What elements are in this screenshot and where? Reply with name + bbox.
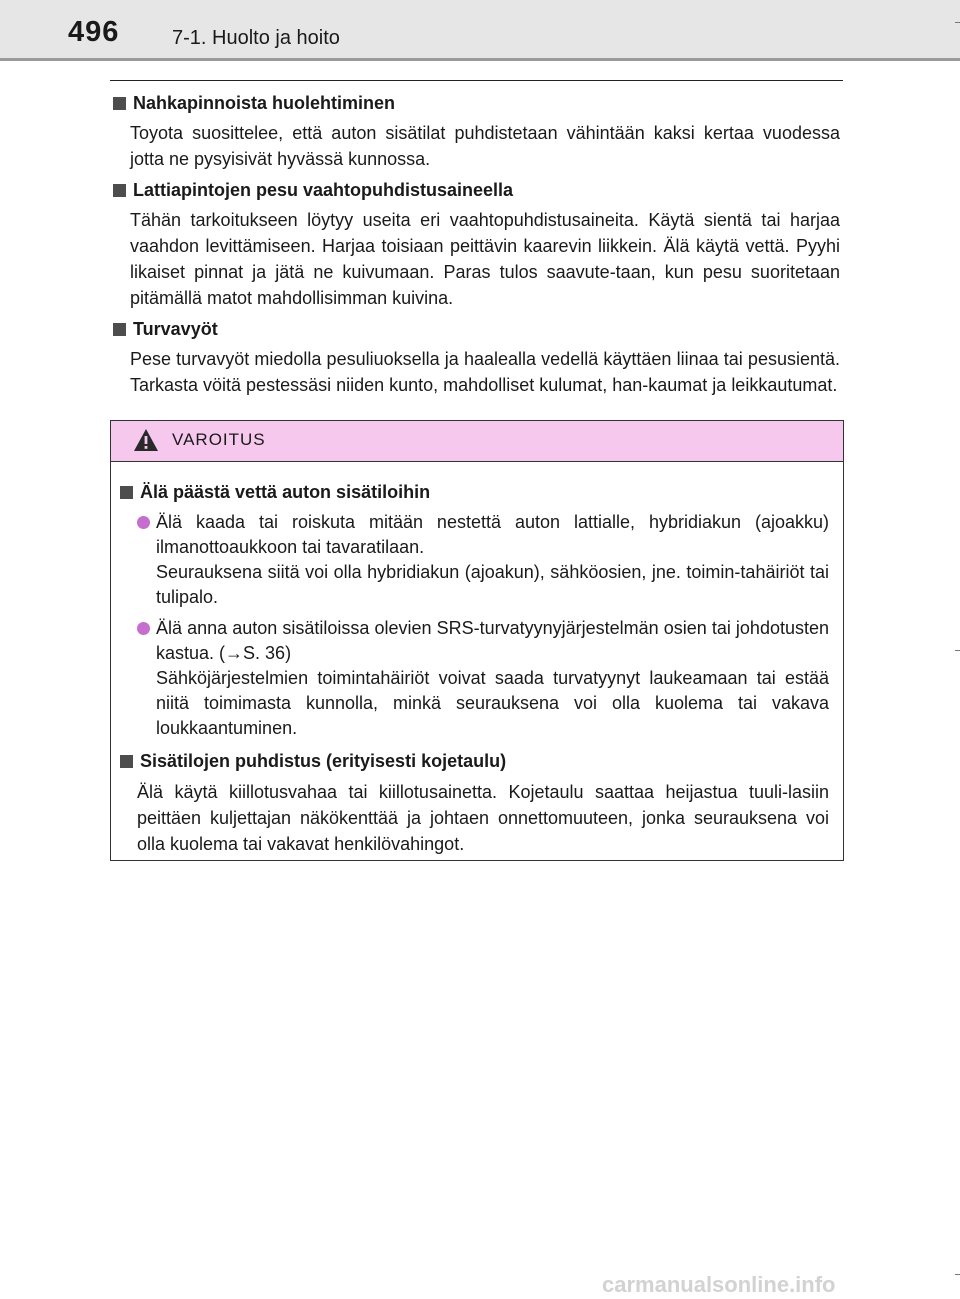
circle-bullet-icon [137,516,150,529]
section-heading [110,91,840,115]
main-content [110,91,840,404]
warning-section-water [117,480,829,741]
warning-item-text [156,616,829,741]
warning-box [110,420,844,861]
section-leather [110,91,840,172]
warning-section-dashboard [117,749,829,857]
warning-header [111,421,843,462]
section-floor [110,178,840,311]
section-title: Turvavyöt [133,319,218,339]
crop-mark [955,22,960,23]
warning-item-text-start: Älä anna auton sisätiloissa olevien SRS-turvatyynyjärjestelmän osien tai johdotusten kastua. ( [156,618,829,663]
watermark: carmanualsonline.info [602,1272,836,1297]
section-body: Toyota suosittelee, että auton sisätilat puhdistetaan vähintään kaksi kertaa vuodessa jotta ne pysyisivät hyvässä kunnossa. [130,123,840,169]
warning-item-text [156,510,829,610]
chapter-title: 7-1. Huolto ja hoito [172,27,340,49]
warning-item-line: Älä kaada tai roiskuta mitään nestettä auton lattialle, hybridiakun (ajoakku) ilmanottoaukkoon tai tavaratilaan. [156,512,829,557]
section-title: Lattiapintojen pesu vaahtopuhdistusaineella [133,180,514,200]
warning-body [111,462,843,857]
warning-section-title: Sisätilojen puhdistus (erityisesti kojetaulu) [140,751,507,771]
warning-item-line: Sähköjärjestelmien toimintahäiriöt voivat saada turvatyynyt laukeamaan tai estää niitä toimimasta kunnolla, minkä seurauksena voi olla kuolema tai vakava loukkaantuminen. [156,668,829,738]
crop-mark [955,650,960,651]
section-seatbelts [110,317,840,398]
warning-section-body: Älä käytä kiillotusvahaa tai kiillotusainetta. Kojetaulu saattaa heijastua tuuli-lasiin peittäen kuljettajan näkökenttää ja johtaen onnettomuuteen, jonka seurauksena voi olla kuolema tai vakavat henkilövahingot. [137,782,829,854]
circle-bullet-icon [137,622,150,635]
crop-mark [955,1274,960,1275]
warning-section-title: Älä päästä vettä auton sisätiloihin [140,482,431,502]
warning-item-text-end: ) [285,643,292,663]
page-reference-link[interactable]: S. 36 [243,643,286,663]
warning-section-heading [117,480,829,504]
warning-section-heading [117,749,829,773]
section-heading [110,178,840,202]
section-title: Nahkapinnoista huolehtiminen [133,93,396,113]
section-body: Pese turvavyöt miedolla pesuliuoksella ja haalealla vedellä käyttäen liinaa tai pesusientä. Tarkasta vöitä pestessäsi niiden kunto, mahdolliset kulumat, han-kaumat ja leikkautumat. [130,349,840,395]
square-bullet-icon [113,97,126,110]
warning-title: VAROITUS [172,430,266,449]
header-bar [0,0,960,58]
warning-item [137,510,829,610]
warning-item [137,616,829,741]
section-body: Tähän tarkoitukseen löytyy useita eri vaahtopuhdistusaineita. Käytä sientä tai harjaa vaahdon levittämiseen. Harjaa toisiaan peittävin kaarevin liikkein. Älä käytä vettä. Pyyhi likaiset pinnat ja jätä ne kuivumaan. Paras tulos saavute-taan, kun pesu suoritetaan pitämällä matot mahdollisimman kuivina. [130,210,840,308]
content-divider [110,80,843,81]
square-bullet-icon [120,486,133,499]
square-bullet-icon [120,755,133,768]
square-bullet-icon [113,184,126,197]
warning-triangle-icon [133,428,159,452]
section-heading [110,317,840,341]
page-number: 496 [68,16,120,48]
warning-item-line [156,616,829,666]
header-underline [0,58,960,61]
arrow-right-icon: → [225,643,244,663]
square-bullet-icon [113,323,126,336]
warning-item-line: Seurauksena siitä voi olla hybridiakun (ajoakun), sähköosien, jne. toimin-tahäiriöt tai tulipalo. [156,562,829,607]
